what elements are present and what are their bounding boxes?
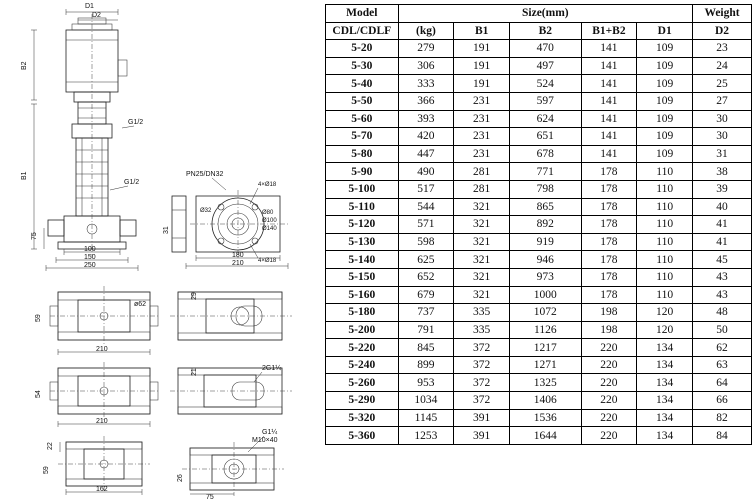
cell-d2: 109 (637, 57, 693, 75)
cell-model: 5-260 (326, 374, 399, 392)
cell-b1: 953 (398, 374, 454, 392)
cell-b2: 391 (454, 427, 510, 445)
table-row (326, 339, 752, 357)
svg-text:22: 22 (47, 442, 54, 450)
cell-b1: 845 (398, 339, 454, 357)
cell-weight: 30 (693, 128, 752, 146)
svg-text:29: 29 (191, 292, 198, 300)
table-row (326, 110, 752, 128)
cell-b1: 679 (398, 286, 454, 304)
cell-weight: 25 (693, 75, 752, 93)
table-row (326, 128, 752, 146)
cell-d2: 109 (637, 75, 693, 93)
cell-d2: 120 (637, 304, 693, 322)
svg-text:59: 59 (43, 466, 50, 474)
base-plan-view-5 (43, 436, 150, 495)
cell-weight: 24 (693, 57, 752, 75)
cell-weight: 63 (693, 356, 752, 374)
svg-text:B1: B1 (21, 171, 28, 180)
base-plan-view-4 (170, 365, 292, 414)
header-d1: D1 (637, 22, 693, 40)
cell-b1b2: 1644 (510, 427, 582, 445)
cell-model: 5-60 (326, 110, 399, 128)
table-row (326, 356, 752, 374)
table-head (326, 5, 752, 40)
cell-b1: 544 (398, 198, 454, 216)
header-model-sub: CDL/CDLF (326, 22, 399, 40)
cell-model: 5-150 (326, 268, 399, 286)
cell-model: 5-180 (326, 304, 399, 322)
svg-text:54: 54 (35, 390, 42, 398)
svg-text:75: 75 (206, 494, 214, 500)
table-row (326, 198, 752, 216)
cell-b1: 652 (398, 268, 454, 286)
cell-d2: 134 (637, 374, 693, 392)
cell-b1b2: 1406 (510, 392, 582, 410)
cell-weight: 43 (693, 268, 752, 286)
table-row (326, 304, 752, 322)
cell-weight: 43 (693, 286, 752, 304)
cell-b2: 335 (454, 321, 510, 339)
cell-d2: 110 (637, 268, 693, 286)
cell-weight: 50 (693, 321, 752, 339)
cell-d2: 110 (637, 286, 693, 304)
cell-b2: 231 (454, 128, 510, 146)
svg-text:ø62: ø62 (134, 301, 147, 308)
cell-b1b2: 470 (510, 40, 582, 58)
cell-b2: 281 (454, 163, 510, 181)
cell-b1: 517 (398, 180, 454, 198)
cell-d2: 109 (637, 92, 693, 110)
cell-b2: 191 (454, 75, 510, 93)
cell-b1: 333 (398, 75, 454, 93)
header-weight: Weight (693, 5, 752, 23)
cell-weight: 48 (693, 304, 752, 322)
cell-d1: 198 (581, 321, 637, 339)
table-row (326, 321, 752, 339)
cell-weight: 23 (693, 40, 752, 58)
cell-model: 5-140 (326, 251, 399, 269)
cell-model: 5-90 (326, 163, 399, 181)
cell-b2: 391 (454, 409, 510, 427)
cell-model: 5-220 (326, 339, 399, 357)
cell-model: 5-360 (326, 427, 399, 445)
cell-d1: 220 (581, 339, 637, 357)
cell-b2: 372 (454, 339, 510, 357)
cell-weight: 64 (693, 374, 752, 392)
svg-text:B2: B2 (21, 61, 28, 70)
cell-d1: 141 (581, 128, 637, 146)
cell-model: 5-50 (326, 92, 399, 110)
svg-text:21: 21 (191, 368, 198, 376)
table-body (326, 40, 752, 445)
svg-text:31: 31 (163, 226, 170, 234)
cell-b2: 372 (454, 392, 510, 410)
cell-b1b2: 524 (510, 75, 582, 93)
header-b2: B2 (510, 22, 582, 40)
cell-weight: 41 (693, 233, 752, 251)
elevation-view (21, 3, 143, 271)
specification-table-container (325, 4, 752, 496)
cell-b1b2: 946 (510, 251, 582, 269)
svg-text:Ø32: Ø32 (200, 208, 212, 214)
table-header-row-3 (326, 22, 752, 40)
cell-b1b2: 1325 (510, 374, 582, 392)
cell-b1b2: 1217 (510, 339, 582, 357)
cell-b1b2: 1536 (510, 409, 582, 427)
svg-text:Ø100: Ø100 (262, 218, 277, 224)
table-row (326, 145, 752, 163)
svg-text:G1/2: G1/2 (124, 179, 140, 186)
cell-b1b2: 1126 (510, 321, 582, 339)
cell-b2: 321 (454, 216, 510, 234)
cell-b1b2: 1072 (510, 304, 582, 322)
cell-d1: 178 (581, 251, 637, 269)
svg-text:180: 180 (232, 252, 244, 259)
svg-text:G1/2: G1/2 (128, 119, 144, 126)
cell-b1b2: 651 (510, 128, 582, 146)
table-row (326, 92, 752, 110)
cell-b1: 393 (398, 110, 454, 128)
cell-d1: 141 (581, 75, 637, 93)
cell-model: 5-200 (326, 321, 399, 339)
cell-b2: 372 (454, 356, 510, 374)
flange-plan-view (163, 171, 288, 269)
pump-dimension-drawing (0, 0, 320, 500)
cell-b1: 420 (398, 128, 454, 146)
cell-b1b2: 1271 (510, 356, 582, 374)
svg-text:150: 150 (84, 254, 96, 261)
cell-d2: 134 (637, 339, 693, 357)
cell-weight: 39 (693, 180, 752, 198)
cell-b1: 571 (398, 216, 454, 234)
cell-b2: 321 (454, 198, 510, 216)
cell-model: 5-160 (326, 286, 399, 304)
cell-d1: 141 (581, 145, 637, 163)
cell-d2: 134 (637, 409, 693, 427)
cell-d1: 178 (581, 233, 637, 251)
svg-text:PN25/DN32: PN25/DN32 (186, 171, 224, 178)
cell-d2: 134 (637, 392, 693, 410)
cell-d2: 109 (637, 128, 693, 146)
cell-weight: 62 (693, 339, 752, 357)
cell-weight: 30 (693, 110, 752, 128)
svg-text:59: 59 (35, 314, 42, 322)
cell-d2: 110 (637, 163, 693, 181)
header-b1b2: B1+B2 (581, 22, 637, 40)
cell-b1b2: 973 (510, 268, 582, 286)
cell-b2: 191 (454, 40, 510, 58)
cell-model: 5-80 (326, 145, 399, 163)
table-row (326, 427, 752, 445)
table-row (326, 40, 752, 58)
svg-text:Ø80: Ø80 (262, 210, 274, 216)
cell-model: 5-130 (326, 233, 399, 251)
cell-d2: 120 (637, 321, 693, 339)
cell-d2: 110 (637, 180, 693, 198)
cell-b2: 321 (454, 233, 510, 251)
cell-model: 5-20 (326, 40, 399, 58)
cell-b1b2: 919 (510, 233, 582, 251)
cell-b2: 191 (454, 57, 510, 75)
cell-model: 5-70 (326, 128, 399, 146)
cell-b1b2: 892 (510, 216, 582, 234)
cell-d1: 198 (581, 304, 637, 322)
cell-b1: 737 (398, 304, 454, 322)
cell-weight: 27 (693, 92, 752, 110)
table-row (326, 286, 752, 304)
table-row (326, 57, 752, 75)
cell-d2: 134 (637, 427, 693, 445)
cell-b2: 231 (454, 92, 510, 110)
cell-d2: 109 (637, 110, 693, 128)
header-d2: D2 (693, 22, 752, 40)
cell-b1: 1253 (398, 427, 454, 445)
cell-b2: 372 (454, 374, 510, 392)
cell-b2: 231 (454, 110, 510, 128)
cell-b1: 899 (398, 356, 454, 374)
header-b1: B1 (454, 22, 510, 40)
cell-d1: 178 (581, 180, 637, 198)
cell-d2: 109 (637, 145, 693, 163)
svg-text:210: 210 (96, 346, 108, 353)
svg-text:75: 75 (31, 232, 38, 240)
cell-b1: 279 (398, 40, 454, 58)
svg-text:D2: D2 (92, 12, 101, 19)
svg-text:250: 250 (84, 262, 96, 269)
cell-d1: 178 (581, 163, 637, 181)
svg-text:162: 162 (96, 486, 108, 493)
svg-text:4×Ø18: 4×Ø18 (258, 258, 277, 264)
header-weight-unit: (kg) (398, 22, 454, 40)
base-plan-view-6 (177, 429, 284, 500)
cell-model: 5-30 (326, 57, 399, 75)
cell-weight: 38 (693, 163, 752, 181)
header-model: Model (326, 5, 399, 23)
cell-d1: 141 (581, 110, 637, 128)
svg-text:4×Ø18: 4×Ø18 (258, 182, 277, 188)
cell-d1: 178 (581, 268, 637, 286)
cell-d2: 110 (637, 233, 693, 251)
table-header-row-1 (326, 5, 752, 23)
specification-table (325, 4, 752, 445)
cell-b1: 1034 (398, 392, 454, 410)
cell-d1: 178 (581, 286, 637, 304)
table-row (326, 233, 752, 251)
cell-b2: 335 (454, 304, 510, 322)
cell-b1b2: 497 (510, 57, 582, 75)
cell-weight: 40 (693, 198, 752, 216)
svg-text:100: 100 (84, 246, 96, 253)
svg-text:210: 210 (232, 260, 244, 267)
svg-text:210: 210 (96, 418, 108, 425)
cell-b1: 366 (398, 92, 454, 110)
cell-d1: 141 (581, 40, 637, 58)
cell-d1: 178 (581, 198, 637, 216)
cell-weight: 66 (693, 392, 752, 410)
svg-text:Ø140: Ø140 (262, 226, 277, 232)
svg-text:2G1¼: 2G1¼ (262, 365, 282, 372)
table-row (326, 251, 752, 269)
cell-model: 5-290 (326, 392, 399, 410)
cell-d1: 178 (581, 216, 637, 234)
cell-b2: 321 (454, 251, 510, 269)
cell-b1: 598 (398, 233, 454, 251)
cell-model: 5-120 (326, 216, 399, 234)
cell-d1: 220 (581, 356, 637, 374)
cell-b1b2: 678 (510, 145, 582, 163)
cell-b2: 321 (454, 286, 510, 304)
table-row (326, 374, 752, 392)
cell-model: 5-240 (326, 356, 399, 374)
svg-text:D1: D1 (85, 3, 94, 10)
table-row (326, 392, 752, 410)
cell-b1: 791 (398, 321, 454, 339)
cell-weight: 45 (693, 251, 752, 269)
cell-d1: 220 (581, 427, 637, 445)
cell-model: 5-110 (326, 198, 399, 216)
cell-weight: 31 (693, 145, 752, 163)
table-row (326, 268, 752, 286)
svg-text:26: 26 (177, 474, 184, 482)
cell-b1b2: 597 (510, 92, 582, 110)
cell-d2: 110 (637, 198, 693, 216)
cell-d2: 109 (637, 40, 693, 58)
cell-model: 5-320 (326, 409, 399, 427)
table-row (326, 216, 752, 234)
table-row (326, 180, 752, 198)
header-size: Size(mm) (398, 5, 693, 23)
cell-d1: 141 (581, 92, 637, 110)
svg-text:M10×40: M10×40 (252, 437, 278, 444)
cell-b1b2: 771 (510, 163, 582, 181)
table-row (326, 75, 752, 93)
cell-b1: 306 (398, 57, 454, 75)
cell-b1: 625 (398, 251, 454, 269)
cell-d1: 141 (581, 57, 637, 75)
cell-b1: 1145 (398, 409, 454, 427)
cell-d1: 220 (581, 374, 637, 392)
cell-model: 5-40 (326, 75, 399, 93)
cell-d1: 220 (581, 409, 637, 427)
cell-b1b2: 1000 (510, 286, 582, 304)
cell-model: 5-100 (326, 180, 399, 198)
cell-weight: 41 (693, 216, 752, 234)
cell-d2: 134 (637, 356, 693, 374)
cell-b2: 281 (454, 180, 510, 198)
base-plan-view-3 (35, 362, 158, 427)
cell-d2: 110 (637, 216, 693, 234)
cell-b1b2: 798 (510, 180, 582, 198)
cell-d1: 220 (581, 392, 637, 410)
cell-b1: 490 (398, 163, 454, 181)
base-plan-view-1 (35, 286, 158, 355)
svg-text:G1¼: G1¼ (262, 429, 278, 436)
cell-b1b2: 624 (510, 110, 582, 128)
cell-d2: 110 (637, 251, 693, 269)
base-plan-view-2 (170, 292, 292, 340)
table-row (326, 409, 752, 427)
table-row (326, 163, 752, 181)
cell-b1b2: 865 (510, 198, 582, 216)
cell-b2: 231 (454, 145, 510, 163)
cell-b1: 447 (398, 145, 454, 163)
cell-weight: 82 (693, 409, 752, 427)
cell-weight: 84 (693, 427, 752, 445)
cell-b2: 321 (454, 268, 510, 286)
